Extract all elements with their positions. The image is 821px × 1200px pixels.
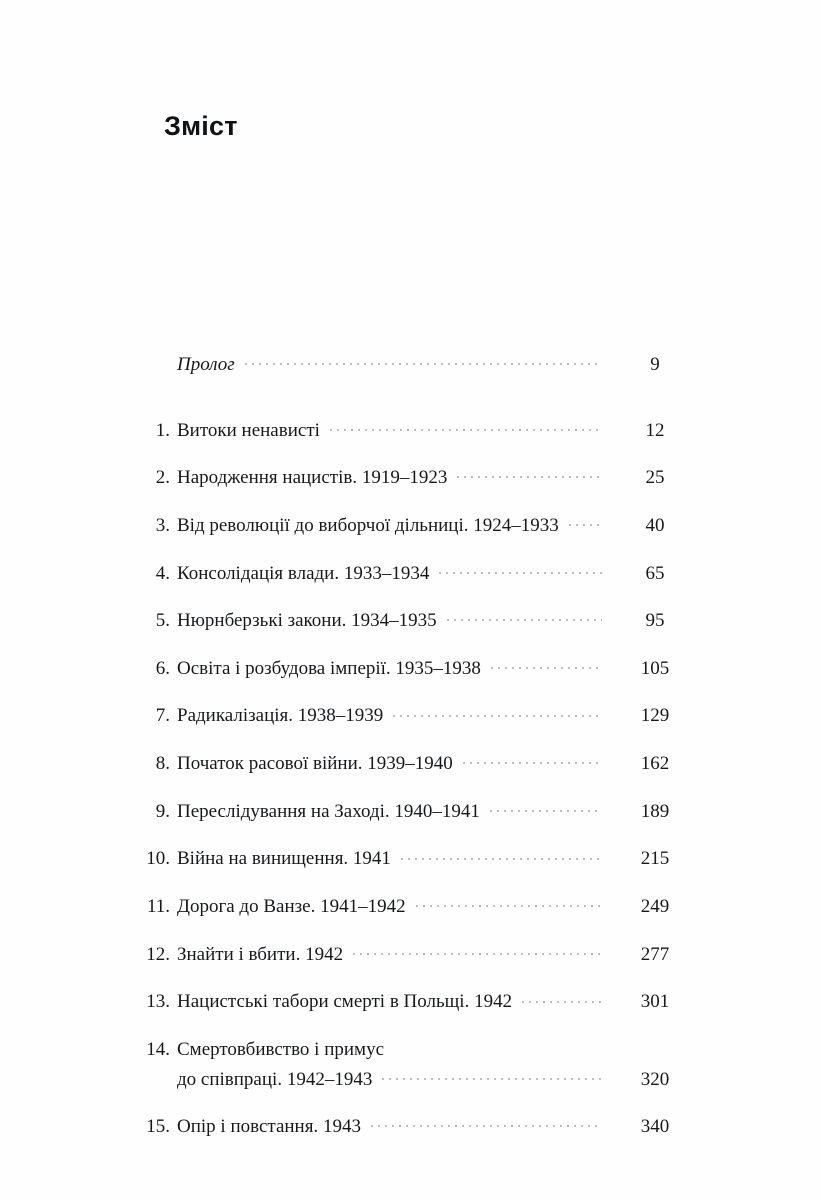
toc-entry[interactable] (140, 608, 700, 634)
toc-entry[interactable] (140, 846, 700, 872)
toc-row (140, 418, 700, 444)
entry-title: Дорога до Ванзе. 1941–1942 (177, 896, 406, 918)
entry-page-number: 129 (640, 705, 670, 727)
entry-page-number: 105 (640, 657, 670, 679)
entry-number: 8. (155, 753, 170, 775)
toc-row (140, 513, 700, 539)
entry-number: 15. (146, 1116, 170, 1138)
toc-row (140, 561, 700, 587)
entry-page-number: 25 (645, 467, 665, 489)
entry-title: Переслідування на Заході. 1940–1941 (177, 800, 480, 822)
dot-leader (416, 896, 602, 912)
entry-title: Радикалізація. 1938–1939 (177, 705, 384, 727)
dot-leader (401, 848, 602, 864)
entry-title: Від революції до виборчої дільниці. 1924–1933 (177, 514, 559, 536)
toc-row (140, 656, 700, 682)
page-title: Зміст (164, 111, 238, 141)
toc-entry[interactable] (140, 894, 700, 920)
toc-row (140, 352, 700, 378)
toc-row-continuation (140, 1067, 700, 1093)
toc-row (140, 894, 700, 920)
entry-number: 12. (146, 943, 170, 965)
entry-number: 1. (155, 419, 170, 441)
entry-page-number: 189 (640, 800, 670, 822)
entry-page-number: 301 (640, 991, 670, 1013)
entry-page-number: 249 (640, 896, 670, 918)
entry-title: Смертовбивство і примус (177, 1038, 384, 1060)
entry-page-number: 40 (645, 514, 665, 536)
toc-entry-list (140, 418, 700, 1140)
toc-entry[interactable] (140, 418, 700, 444)
entry-number: 5. (155, 610, 170, 632)
dot-leader (490, 801, 602, 817)
toc-row (140, 1114, 700, 1140)
entry-title: Нюрнберзькі закони. 1934–1935 (177, 610, 437, 632)
dot-leader (491, 658, 602, 674)
entry-page-number: 9 (650, 354, 660, 375)
entry-title: Витоки ненависті (177, 419, 320, 441)
toc-row (140, 1037, 700, 1063)
entry-page-number: 320 (640, 1068, 670, 1090)
toc-entry[interactable] (140, 989, 700, 1015)
toc-entry[interactable] (140, 561, 700, 587)
entry-page-number: 340 (640, 1116, 670, 1138)
entry-number: 3. (155, 514, 170, 536)
toc-entry[interactable] (140, 799, 700, 825)
entry-title: Війна на винищення. 1941 (177, 848, 391, 870)
entry-page-number: 95 (645, 610, 665, 632)
entry-page-number: 215 (640, 848, 670, 870)
entry-number: 4. (155, 562, 170, 584)
dot-leader (371, 1116, 602, 1132)
entry-number: 14. (146, 1038, 170, 1060)
toc-entry[interactable] (140, 513, 700, 539)
entry-title: Народження нацистів. 1919–1923 (177, 467, 448, 489)
toc-row (140, 608, 700, 634)
dot-leader (463, 753, 602, 769)
toc-row (140, 989, 700, 1015)
dot-leader (569, 515, 602, 531)
toc-row (140, 942, 700, 968)
entry-number: 6. (155, 657, 170, 679)
entry-number: 2. (155, 467, 170, 489)
entry-page-number: 277 (640, 943, 670, 965)
entry-title: Знайти і вбити. 1942 (177, 943, 344, 965)
toc-row (140, 465, 700, 491)
toc-entry[interactable] (140, 656, 700, 682)
entry-number: 13. (146, 991, 170, 1013)
dot-leader (447, 610, 602, 626)
entry-title: Консолідація влади. 1933–1934 (177, 562, 430, 584)
toc-entry[interactable] (140, 1114, 700, 1140)
entry-title: Пролог (177, 354, 235, 375)
entry-title: Початок расової війни. 1939–1940 (177, 753, 453, 775)
entry-number: 9. (155, 800, 170, 822)
entry-number: 11. (146, 896, 170, 918)
entry-title: Опір і повстання. 1943 (177, 1116, 361, 1138)
dot-leader (245, 354, 602, 370)
dot-leader (522, 991, 602, 1007)
toc-entry[interactable] (140, 751, 700, 777)
toc-row (140, 751, 700, 777)
toc-row (140, 799, 700, 825)
toc-entry[interactable] (140, 942, 700, 968)
toc-row (140, 846, 700, 872)
table-of-contents (140, 352, 700, 1140)
entry-page-number: 65 (645, 562, 665, 584)
entry-number: 7. (155, 705, 170, 727)
toc-entry[interactable] (140, 703, 700, 729)
toc-entry-prologue[interactable] (140, 352, 700, 378)
entry-title-line2: до співпраці. 1942–1943 (177, 1068, 373, 1090)
dot-leader (353, 944, 602, 960)
dot-leader (330, 420, 602, 436)
entry-title: Нацистські табори смерті в Польщі. 1942 (177, 991, 513, 1013)
entry-number: 10. (146, 848, 170, 870)
entry-title: Освіта і розбудова імперії. 1935–1938 (177, 657, 481, 679)
dot-leader (457, 467, 602, 483)
entry-page-number: 12 (645, 419, 665, 441)
dot-leader (393, 705, 602, 721)
dot-leader (382, 1069, 602, 1085)
toc-row (140, 703, 700, 729)
toc-entry[interactable] (140, 465, 700, 491)
dot-leader (394, 1039, 602, 1055)
dot-leader (439, 563, 602, 579)
toc-entry[interactable] (140, 1037, 700, 1092)
entry-page-number: 162 (640, 753, 670, 775)
